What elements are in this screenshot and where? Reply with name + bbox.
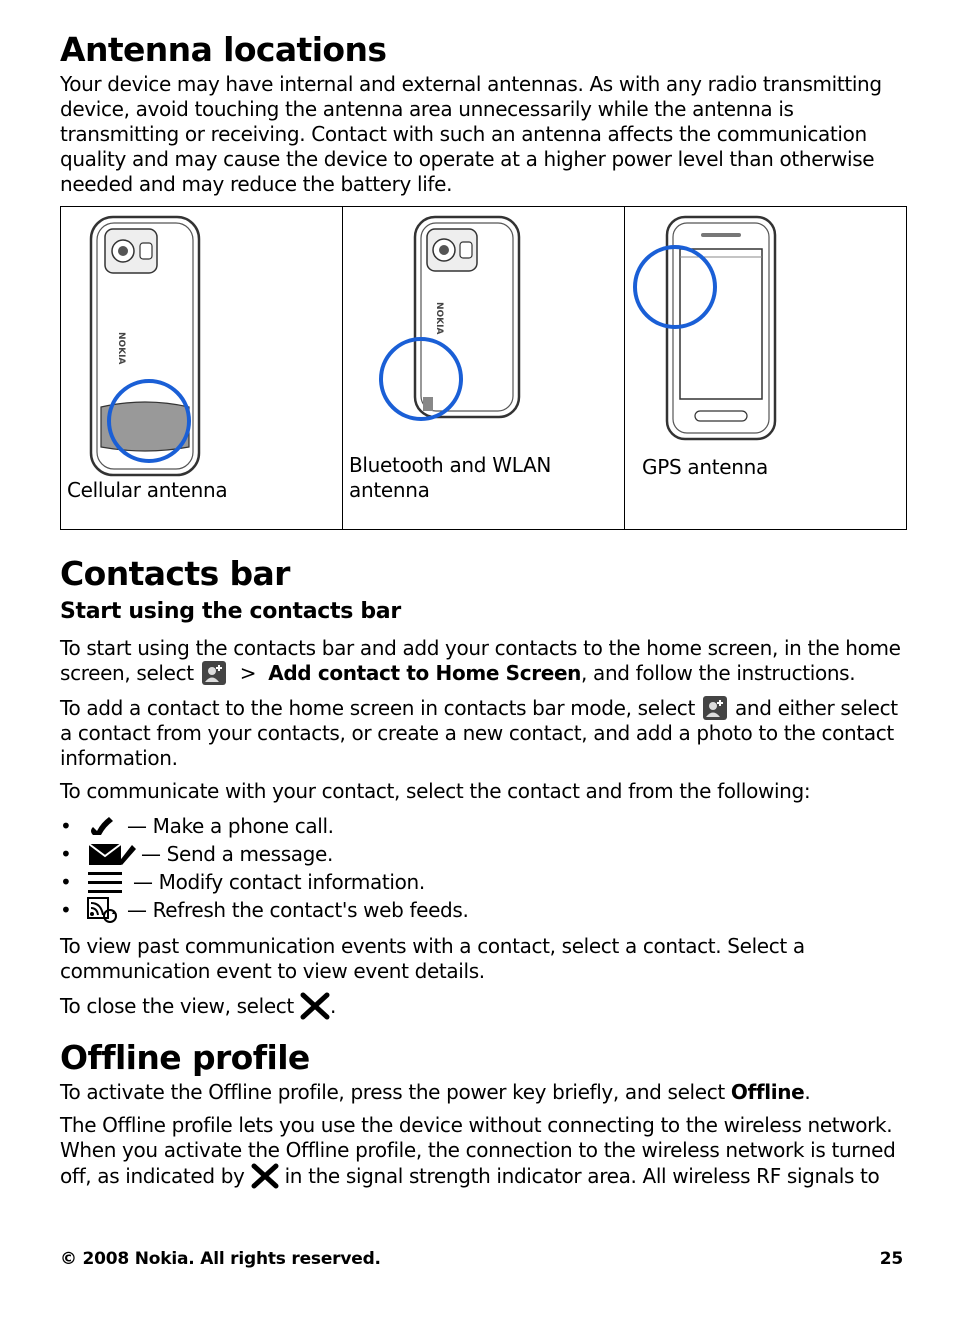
contacts-p4: To view past communication events with a contact, select a contact. Select a communication event to view event details. [60,934,805,983]
add-contact-icon [703,696,727,720]
contacts-p5-text-b: . [329,994,336,1018]
bluetooth-antenna-cell [343,207,625,530]
option-edit-text: — Modify contact information. [133,870,425,894]
contacts-p1-text-b: , and follow the instructions. [581,661,856,685]
cellular-antenna-caption: Cellular antenna [67,478,228,502]
list-item [60,896,903,924]
bluetooth-caption-text: Bluetooth and WLAN antenna [349,453,552,502]
bullet: • [60,842,72,866]
add-contact-command: Add contact to Home Screen [268,661,582,685]
bullet: • [60,870,72,894]
option-refresh-text: — Refresh the contact's web feeds. [127,898,469,922]
gps-antenna-caption: GPS antenna [642,455,768,479]
offline-p2 [60,1113,903,1189]
page-number: 25 [879,1249,903,1269]
bluetooth-antenna-caption [349,453,559,503]
refresh-feeds-icon [87,897,125,923]
contacts-p1 [60,636,903,686]
close-icon [300,992,330,1020]
offline-indicator-icon [251,1163,279,1189]
contacts-p2-text-b: and either select a contact from your contacts, or create a new contact, and add a photo to the contact information. [60,696,898,770]
contacts-p5-text-a: To close the view, select [60,994,294,1018]
message-icon [87,841,139,867]
contacts-p1-separator: > [239,661,257,685]
contacts-p2-text-a: To add a contact to the home screen in contacts bar mode, select [60,696,695,720]
contacts-p2 [60,696,903,771]
offline-p2-text-a: The Offline profile lets you use the device without connecting to the wireless network. When you activate the Offline profile, the connection to the wireless network is turned off, as indicated by [60,1113,896,1188]
offline-command: Offline [730,1080,805,1104]
page-footer [60,1249,903,1269]
offline-profile-heading: Offline profile [60,1038,310,1077]
offline-p1-text-a: To activate the Offline profile, press the power key briefly, and select [60,1080,725,1104]
list-item [60,840,903,868]
bullet: • [60,814,72,838]
offline-p1-text-b: . [804,1080,811,1104]
antenna-figure-table [60,206,907,530]
antenna-locations-heading: Antenna locations [60,30,387,69]
antenna-body: Your device may have internal and external antennas. As with any radio transmitting device, avoid touching the antenna area unnecessarily while the antenna is transmitting or receiving. Contact with such an antenna affects the communication quality and may cause the device to operate at a higher power level than otherwise needed and may reduce the battery life. [60,72,882,196]
phone-icon [87,813,125,839]
list-item [60,868,903,896]
copyright: © 2008 Nokia. All rights reserved. [60,1249,381,1269]
list-item [60,812,903,840]
bullet: • [60,898,72,922]
option-phone-text: — Make a phone call. [127,814,334,838]
gps-antenna-cell [625,207,907,530]
device-brand-label: NOKIA [116,332,126,365]
contacts-p3: To communicate with your contact, select the contact and from the following: [60,779,811,803]
option-message-text: — Send a message. [141,842,333,866]
contacts-bar-subheading: Start using the contacts bar [60,599,401,624]
contacts-bar-heading: Contacts bar [60,554,290,593]
contacts-p5 [60,992,903,1020]
edit-list-icon [87,869,131,895]
device-brand-label: NOKIA [434,302,444,335]
offline-p1 [60,1080,903,1105]
offline-p2-text-b: in the signal strength indicator area. All wireless RF signals to [284,1164,880,1188]
page-content [60,30,903,1189]
phone-front-gps-illustration [625,207,906,529]
add-contact-icon [202,661,226,685]
communication-options-list [60,812,903,924]
cellular-antenna-cell [61,207,343,530]
contacts-p1-text-a: To start using the contacts bar and add your contacts to the home screen, in the home screen, select [60,636,901,685]
